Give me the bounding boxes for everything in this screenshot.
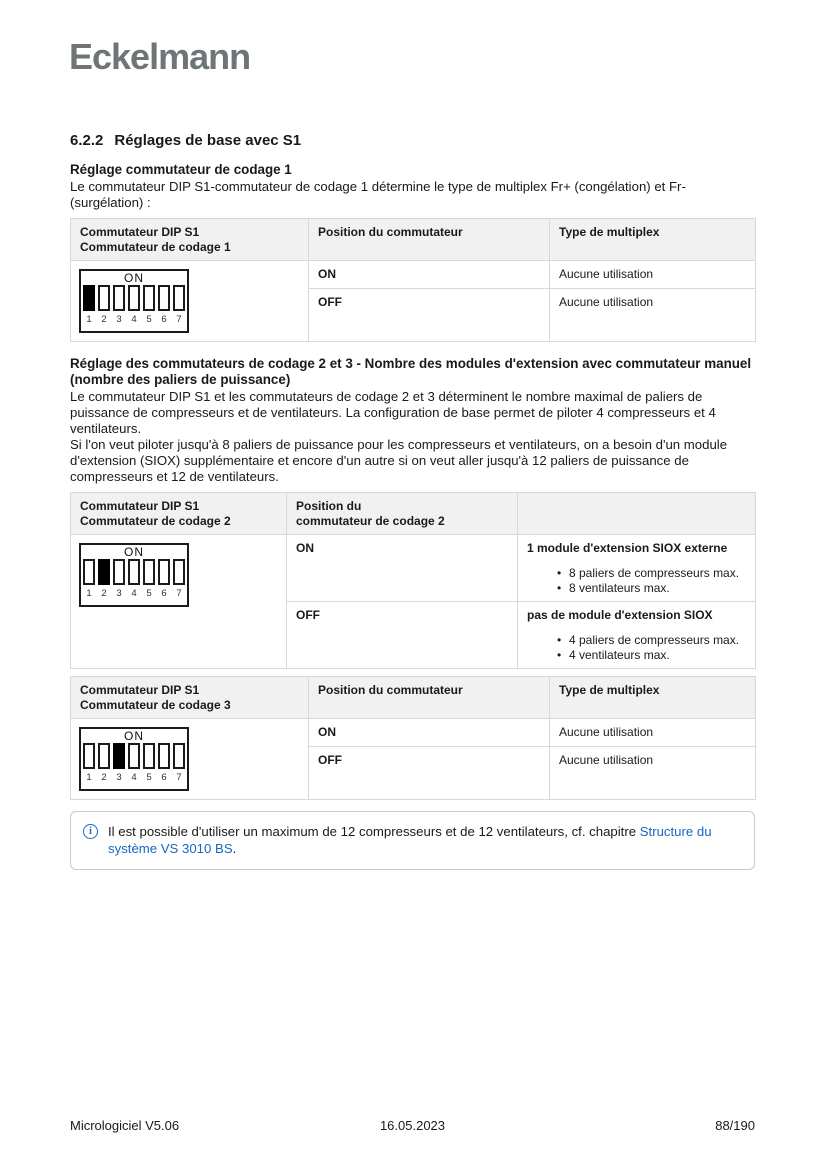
t3-header-col3: Type de multiplex (550, 676, 756, 718)
block2-paragraph1: Le commutateur DIP S1 et les commutateurs de codage 2 et 3 déterminent le nombre maximal de paliers de puissance de compresseurs et de ventilateurs. La configuration de base permet de piloter 4 compresseurs et 4 ventilateurs. (70, 388, 716, 436)
dip-switch-codage-3: ON 1 2 3 4 5 6 7 (79, 727, 189, 791)
list-item: • 8 ventilateurs max. (557, 580, 670, 595)
page-content (70, 132, 755, 870)
t1-position-off: OFF (309, 288, 550, 341)
t1-dip-cell (71, 260, 309, 341)
block2-heading: Réglage des commutateurs de codage 2 et 3 - Nombre des modules d'extension avec commutateur manuel (nombre des paliers de puissance) (70, 355, 752, 387)
t2-result-off (518, 601, 756, 668)
table-codage-2 (70, 492, 756, 669)
table-row (71, 260, 756, 288)
block1-paragraph: Le commutateur DIP S1-commutateur de codage 1 détermine le type de multiplex Fr+ (congélation) et Fr- (surgélation) : (70, 178, 686, 210)
t2-header-col2: Position du commutateur de codage 2 (287, 492, 518, 534)
t3-header-col1: Commutateur DIP S1 Commutateur de codage 3 (71, 676, 309, 718)
section-heading (70, 132, 755, 149)
block1-heading: Réglage commutateur de codage 1 (70, 162, 292, 177)
section-number: 6.2.2 (70, 132, 104, 149)
table-row (71, 218, 756, 260)
eckelmann-logo: Eckelmann (69, 36, 251, 77)
t2-header-col1: Commutateur DIP S1 Commutateur de codage 2 (71, 492, 287, 534)
t1-result-off: Aucune utilisation (550, 288, 756, 341)
table-row (71, 718, 756, 746)
t3-result-on: Aucune utilisation (550, 718, 756, 746)
section-title: Réglages de base avec S1 (114, 132, 302, 149)
table-codage-3 (70, 676, 756, 800)
t3-position-off: OFF (309, 746, 550, 799)
block2-paragraph2: Si l'on veut piloter jusqu'à 8 paliers de puissance pour les compresseurs et ventilateurs, on a besoin d'un module d'extension (SIOX) supplémentaire et encore d'un autre si on veut aller jusqu'à 12 paliers de puissance de compresseurs et 12 de ventilateurs. (70, 436, 728, 484)
t2-dip-cell (71, 534, 287, 668)
t3-position-on: ON (309, 718, 550, 746)
result-title: 1 module d'extension SIOX externe (527, 540, 728, 555)
note-text: Il est possible d'utiliser un maximum de 12 compresseurs et de 12 ventilateurs, cf. chapitre Structure du système VS 3010 BS. (108, 823, 712, 856)
list-item: • 4 ventilateurs max. (557, 647, 670, 662)
t3-result-off: Aucune utilisation (550, 746, 756, 799)
info-icon: i (83, 824, 98, 839)
table-codage-1 (70, 218, 756, 342)
footer-page-number: 88/190 (715, 1118, 755, 1133)
table-row (71, 492, 756, 534)
table-row (71, 534, 756, 601)
t2-position-off: OFF (287, 601, 518, 668)
table-row (71, 676, 756, 718)
t2-header-col3 (518, 492, 756, 534)
t1-header-col1: Commutateur DIP S1 Commutateur de codage 1 (71, 218, 309, 260)
t1-position-on: ON (309, 260, 550, 288)
footer-firmware-version: Micrologiciel V5.06 (70, 1118, 180, 1133)
t3-header-col2: Position du commutateur (309, 676, 550, 718)
t2-position-on: ON (287, 534, 518, 601)
t1-header-col3: Type de multiplex (550, 218, 756, 260)
list-item: • 8 paliers de compresseurs max. (557, 565, 740, 580)
t3-dip-cell (71, 718, 309, 799)
footer-date: 16.05.2023 (379, 1118, 446, 1133)
dip-switch-codage-1: ON 1 2 3 4 5 6 7 (79, 269, 189, 333)
list-item: • 4 paliers de compresseurs max. (557, 632, 740, 647)
chapter-link[interactable]: Structure du système VS 3010 BS (108, 823, 712, 856)
result-title: pas de module d'extension SIOX (527, 607, 713, 622)
page-footer (70, 1118, 755, 1133)
dip-switch-codage-2: ON 1 2 3 4 5 6 7 (79, 543, 189, 607)
info-note-box (70, 811, 755, 870)
t1-header-col2: Position du commutateur (309, 218, 550, 260)
t1-result-on: Aucune utilisation (550, 260, 756, 288)
t2-result-on (518, 534, 756, 601)
